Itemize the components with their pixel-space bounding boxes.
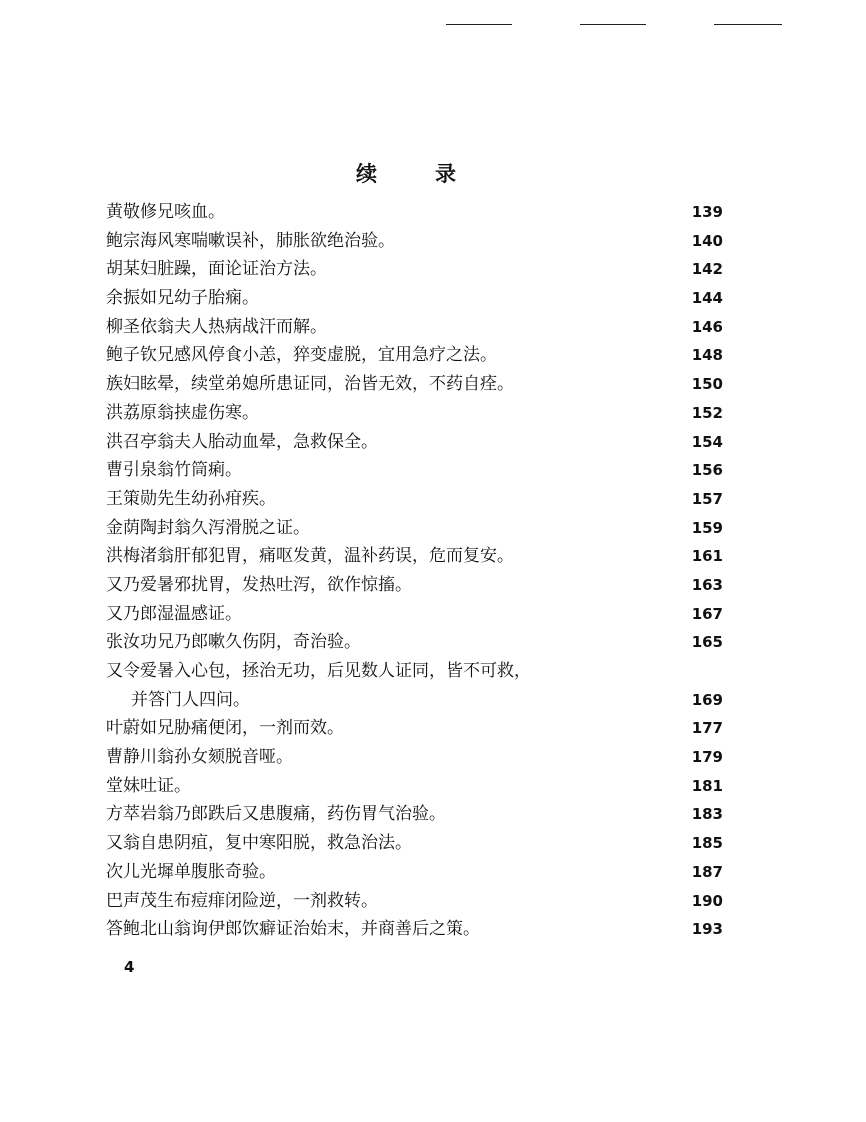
header-rule-2 xyxy=(580,24,646,25)
toc-entry-title: 洪荔原翁挟虚伤寒。 xyxy=(106,402,259,423)
toc-entry-page: 139 xyxy=(691,203,723,221)
toc-row xyxy=(0,571,866,600)
toc-entry-page: 146 xyxy=(691,317,723,336)
toc-entry-page: 185 xyxy=(691,834,723,853)
toc-row xyxy=(0,514,866,543)
toc-entry-page: 140 xyxy=(691,231,723,250)
toc-row xyxy=(0,829,866,858)
toc-entry-page: 190 xyxy=(691,891,723,910)
toc-entry-page: 193 xyxy=(691,920,723,939)
toc-entry-title: 鲍子钦兄感风停食小恙，猝变虚脱，宜用急疗之法。 xyxy=(106,345,497,366)
toc-row xyxy=(0,743,866,772)
toc-entry-title: 金荫陶封翁久泻滑脱之证。 xyxy=(106,517,310,538)
toc-row xyxy=(0,628,866,657)
toc-entry-title: 又乃爱暑邪扰胃，发热吐泻，欲作惊搐。 xyxy=(106,574,412,595)
toc-entry-title: 方萃岩翁乃郎跌后又患腹痛，药伤胃气治验。 xyxy=(106,804,446,825)
toc-entry-title: 又翁自患阴疽，复中寒阳脱，救急治法。 xyxy=(106,833,412,854)
toc-entry-page: 148 xyxy=(691,346,723,365)
toc-entry-page: 154 xyxy=(691,432,723,451)
toc-entry-page: 142 xyxy=(691,260,723,279)
toc-entry-page: 150 xyxy=(691,375,723,394)
toc-entry-title: 余振如兄幼子胎痫。 xyxy=(106,288,259,309)
toc-entry-page: 156 xyxy=(691,461,723,480)
toc-row xyxy=(0,686,866,715)
toc-row xyxy=(0,198,866,227)
toc-entry-title: 张汝功兄乃郎嗽久伤阴，奇治验。 xyxy=(106,632,361,653)
toc-row xyxy=(0,714,866,743)
toc-entry-title: 鲍宗海风寒喘嗽误补，肺胀欲绝治验。 xyxy=(106,230,395,251)
toc-row xyxy=(0,227,866,256)
toc-entry-title: 洪梅渚翁肝郁犯胃，痛呕发黄，温补药误，危而复安。 xyxy=(106,546,514,567)
toc-entry-page: 165 xyxy=(691,633,723,652)
toc-row xyxy=(0,255,866,284)
header-rule-1 xyxy=(446,24,512,25)
toc-entry-page: 169 xyxy=(691,690,723,709)
toc-entry-title: 族妇眩晕，续堂弟媳所患证同，治皆无效，不药自痊。 xyxy=(106,374,514,395)
toc-entry-page: 179 xyxy=(691,748,723,767)
toc-entry-page: 152 xyxy=(691,403,723,422)
toc-entry-title: 曹静川翁孙女颏脱音哑。 xyxy=(106,747,293,768)
toc-row xyxy=(0,341,866,370)
toc-entry-page: 177 xyxy=(691,719,723,738)
toc-entry-title: 曹引泉翁竹筒痢。 xyxy=(106,460,242,481)
toc-row xyxy=(0,887,866,916)
toc-entry-page: 163 xyxy=(691,575,723,594)
toc-row xyxy=(0,858,866,887)
toc-entry-page: 144 xyxy=(691,289,723,308)
toc-entry-title: 又令爱暑入心包，拯治无功，后见数人证同，皆不可救， xyxy=(106,661,531,681)
toc-entry-title: 并答门人四问。 xyxy=(131,689,250,710)
toc-entry-page: 181 xyxy=(691,776,723,795)
header-rule-3 xyxy=(714,24,782,25)
toc-row xyxy=(0,657,866,686)
toc-row xyxy=(0,284,866,313)
toc-entry-page: 187 xyxy=(691,862,723,881)
toc-entry-title: 柳圣依翁夫人热病战汗而解。 xyxy=(106,316,327,337)
toc-entry-title: 黄敬修兄咳血。 xyxy=(106,202,225,222)
toc-entry-title: 王策勋先生幼孙疳疾。 xyxy=(106,488,276,509)
toc-entry-title: 次儿光墀单腹胀奇验。 xyxy=(106,861,276,882)
table-of-contents xyxy=(0,198,866,944)
toc-entry-title: 堂妹吐证。 xyxy=(106,775,191,796)
toc-entry-title: 答鲍北山翁询伊郎饮癖证治始末，并商善后之策。 xyxy=(106,919,480,940)
toc-entry-title: 洪召亭翁夫人胎动血晕，急救保全。 xyxy=(106,431,378,452)
toc-entry-page: 159 xyxy=(691,518,723,537)
toc-entry-page: 183 xyxy=(691,805,723,824)
page-title: 续录 xyxy=(356,161,514,186)
toc-entry-page: 167 xyxy=(691,604,723,623)
toc-entry-page: 157 xyxy=(691,489,723,508)
page-number: 4 xyxy=(124,958,135,976)
toc-row xyxy=(0,542,866,571)
toc-entry-title: 叶蔚如兄胁痛便闭，一剂而效。 xyxy=(106,718,344,739)
toc-row xyxy=(0,313,866,342)
toc-entry-title: 巴声茂生布痘痱闭险逆，一剂救转。 xyxy=(106,890,378,911)
toc-row xyxy=(0,399,866,428)
toc-row xyxy=(0,370,866,399)
toc-row xyxy=(0,915,866,944)
toc-entry-title: 又乃郎湿温感证。 xyxy=(106,603,242,624)
toc-row xyxy=(0,800,866,829)
toc-row xyxy=(0,485,866,514)
toc-row xyxy=(0,428,866,457)
toc-row xyxy=(0,600,866,629)
toc-entry-title: 胡某妇脏躁，面论证治方法。 xyxy=(106,259,327,280)
toc-entry-page: 161 xyxy=(691,547,723,566)
toc-row xyxy=(0,772,866,801)
toc-row xyxy=(0,456,866,485)
